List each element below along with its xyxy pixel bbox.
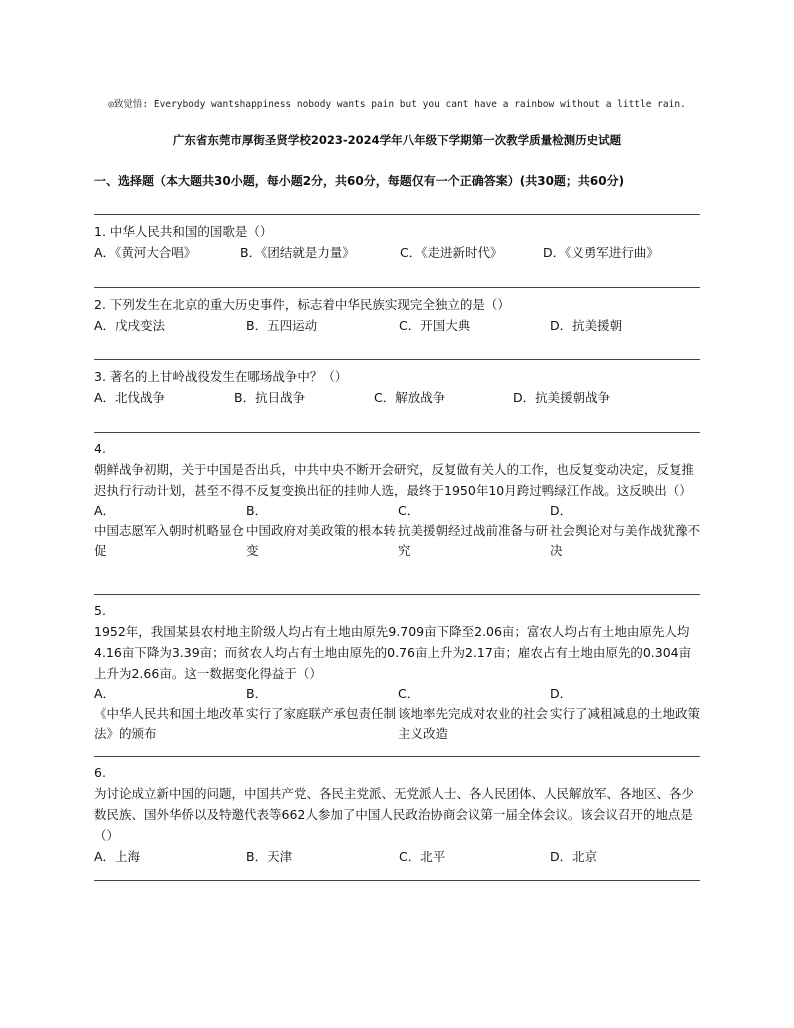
question-number: 5. [94, 603, 106, 618]
options-row [94, 242, 704, 263]
question-4 [94, 438, 702, 561]
option-c[interactable]: C．《走进新时代》 [400, 245, 503, 260]
question-2 [94, 294, 704, 336]
question-stem: 1. 中华人民共和国的国歌是（） [94, 224, 273, 239]
option-a-text[interactable]: 《中华人民共和国土地改革法》的颁布 [94, 706, 245, 741]
options-row [94, 846, 702, 867]
option-c-letter[interactable]: C． [398, 686, 420, 701]
question-5 [94, 600, 702, 744]
option-d[interactable]: D．《义勇军进行曲》 [543, 245, 659, 260]
option-c-letter[interactable]: C． [398, 503, 420, 518]
option-a-letter[interactable]: A． [94, 686, 116, 701]
divider [94, 880, 700, 881]
page-title: 广东省东莞市厚街圣贤学校2023-2024学年八年级下学期第一次教学质量检测历史试题 [172, 133, 622, 147]
divider [94, 287, 700, 288]
option-b[interactable]: B．五四运动 [246, 318, 318, 333]
option-d[interactable]: D．北京 [550, 849, 598, 864]
option-b[interactable]: B．抗日战争 [234, 390, 306, 405]
option-d-letter[interactable]: D． [550, 686, 573, 701]
option-a[interactable]: A．戊戌变法 [94, 318, 166, 333]
option-b[interactable]: B．《团结就是力量》 [240, 245, 355, 260]
options-grid [94, 501, 702, 561]
option-b-text[interactable]: 实行了家庭联产承包责任制 [246, 706, 397, 721]
question-number: 4. [94, 441, 106, 456]
options-row [94, 315, 704, 336]
options-grid [94, 684, 702, 744]
option-d-text[interactable]: 社会舆论对与美作战犹豫不决 [550, 523, 701, 558]
divider [94, 432, 700, 433]
option-a-letter[interactable]: A． [94, 503, 116, 518]
option-d[interactable]: D．抗美援朝战争 [513, 390, 611, 405]
option-a[interactable]: A．《黄河大合唱》 [94, 245, 197, 260]
option-d-text[interactable]: 实行了减租减息的土地政策 [550, 706, 701, 721]
question-1 [94, 221, 704, 263]
option-a[interactable]: A．北伐战争 [94, 390, 166, 405]
option-b-letter[interactable]: B． [246, 686, 268, 701]
option-b-text[interactable]: 中国政府对美政策的根本转变 [246, 523, 397, 558]
divider [94, 594, 700, 595]
question-stem: 朝鲜战争初期，关于中国是否出兵，中共中央不断开会研究，反复做有关人的工作，也反复变动决定，反复推迟执行行动计划，甚至不得不反复变换出征的挂帅人选，最终于1950年10月跨过鸭绿江作战。这反映出（） [94, 462, 695, 498]
option-d-letter[interactable]: D． [550, 503, 573, 518]
divider [94, 214, 700, 215]
question-stem: 2. 下列发生在北京的重大历史事件，标志着中华民族实现完全独立的是（） [94, 297, 510, 312]
option-c-text[interactable]: 该地率先完成对农业的社会主义改造 [398, 706, 549, 741]
option-b-letter[interactable]: B． [246, 503, 268, 518]
option-c[interactable]: C．北平 [399, 849, 446, 864]
question-stem: 3. 著名的上甘岭战役发生在哪场战争中？（） [94, 369, 348, 384]
question-3 [94, 366, 704, 408]
option-a-text[interactable]: 中国志愿军入朝时机略显仓促 [94, 523, 245, 558]
option-c-text[interactable]: 抗美援朝经过战前准备与研究 [398, 523, 549, 558]
question-stem: 为讨论成立新中国的问题，中国共产党、各民主党派、无党派人士、各人民团体、人民解放军、各地区、各少数民族、国外华侨以及特邀代表等662人参加了中国人民政治协商会议第一届全体会议。该会议召开的地点是（） [94, 786, 695, 843]
options-row [94, 387, 704, 408]
section-heading: 一、选择题（本大题共30小题，每小题2分，共60分，每题仅有一个正确答案）(共30题；共60分) [94, 174, 625, 188]
divider [94, 359, 700, 360]
question-6 [94, 762, 702, 867]
question-stem: 1952年，我国某县农村地主阶级人均占有土地由原先9.709亩下降至2.06亩；富农人均占有土地由原先人均4.16亩下降为3.39亩；而贫农人均占有土地由原先的0.76亩上升为2.17亩；雇农占有土地由原先的0.304亩上升为2.66亩。这一数据变化得益于（） [94, 624, 692, 681]
option-a[interactable]: A．上海 [94, 849, 141, 864]
option-c[interactable]: C．解放战争 [374, 390, 446, 405]
question-number: 6. [94, 765, 106, 780]
option-b[interactable]: B．天津 [246, 849, 293, 864]
motto-line: ◎致觉悟: Everybody wantshappiness nobody wants pain but you cant have a rainbow without a little rain. [108, 99, 686, 110]
option-c[interactable]: C．开国大典 [399, 318, 471, 333]
divider [94, 756, 700, 757]
option-d[interactable]: D．抗美援朝 [550, 318, 623, 333]
